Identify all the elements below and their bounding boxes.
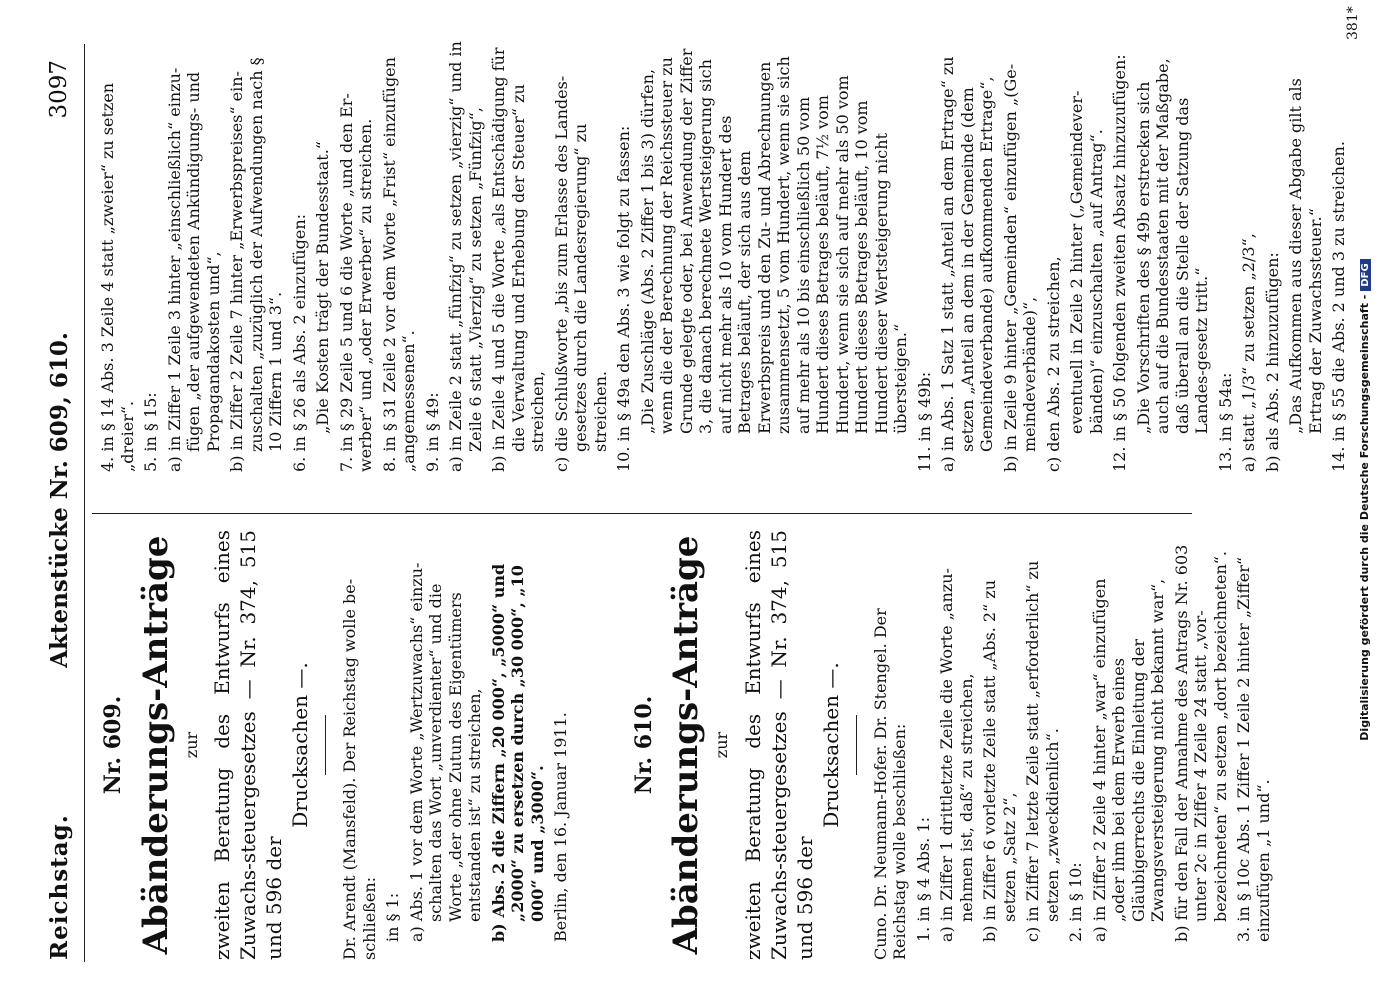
item-9a: a) in Zeile 2 statt „fünfzig“ zu setzen „vierzig“ und in Zeile 6 statt „Vierzig“ zu setzen „Fünfzig“, xyxy=(446,41,485,472)
credit-text: Digitalisierung gefördert durch die Deutsche Forschungsgemeinschaft - xyxy=(1358,294,1371,741)
item-8: 8. in § 31 Zeile 2 vor dem Worte „Frist“ einzufügen „angemessenen“. xyxy=(379,57,418,472)
a609-item-a: a) Abs. 1 vor dem Worte „Wertzuwachs“ einzu-schalten das Wort „unverdienter“ und die Worte „der ohne Zutun des Eigentümers entstanden ist“ zu streichen, xyxy=(406,562,484,942)
item-13b: b) als Abs. 2 hinzuzufügen: xyxy=(1262,252,1282,472)
a610-number: Nr. 610. xyxy=(630,695,657,795)
header-center: Aktenstücke Nr. 609, 610. xyxy=(46,332,73,668)
item-9: 9. in § 49: xyxy=(422,392,442,472)
a609-item-b: b) Abs. 2 die Ziffern „20 000“, „5000“ und „2000“ zu ersetzen durch „30 000“, „10 000“ und „3000“. xyxy=(488,563,547,942)
a610-item-1b: b) in Ziffer 6 vorletzte Zeile statt „Abs. 2“ zu setzen „Satz 2“, xyxy=(980,579,1019,942)
item-13-quote: „Das Aufkommen aus dieser Abgabe gilt als Ertrag der Zuwachssteuer.“ xyxy=(1286,78,1325,434)
a609-intro: Dr. Arendt (Mansfeld). Der Reichstag wolle be-schließen: xyxy=(340,578,379,960)
dfg-badge: DFG xyxy=(1360,259,1371,290)
column-divider xyxy=(92,513,1192,514)
item-9b: b) in Zeile 4 und 5 die Worte „als Entschädigung für die Verwaltung und Erhebung der Steuer“ zu streichen, xyxy=(489,47,547,472)
a610-item-1a: a) in Ziffer 1 drittletzte Zeile die Worte „anzu-nehmen ist, daß“ zu streichen, xyxy=(937,568,976,942)
item-10-quote: „Die Zuschläge (Abs. 2 Ziffer 1 bis 3) dürfen, wenn die der Berechnung der Reichssteuer zu Grunde gelegte oder, bei Anwendung der Ziffer 3, die danach berechnete Wertsteigerung sich auf nicht mehr als 10 vom Hundert des Betrages beläuft, der sich aus dem Erwerbspreis und den Zu- und Abrechnungen zusammensetzt, 5 vom Hundert, wenn sie sich auf mehr als 10 bis einschließlich 50 vom Hundert dieses Betrages beläuft, 7½ vom Hundert, wenn sie sich auf mehr als 50 vom Hundert dieses Betrages beläuft, 10 vom Hundert dieser Wertsteigerung nicht übersteigen.“ xyxy=(637,48,910,434)
a610-title: Abänderungs-Anträge xyxy=(666,535,706,955)
a609-date: Berlin, den 16. Januar 1911. xyxy=(551,712,570,942)
item-13: 13. in § 54a: xyxy=(1215,372,1235,472)
short-rule xyxy=(856,715,857,775)
item-6-quote: „Die Kosten trägt der Bundesstaat.“ xyxy=(313,141,332,434)
a610-item-2a: a) in Ziffer 2 Zeile 4 hinter „war“ einzufügen „oder ihm bei dem Erwerb eines Gläubigerrechts die Einleitung der Zwangsversteigerung nicht bekannt war“, xyxy=(1089,578,1167,942)
page-number: 3097 xyxy=(46,60,72,119)
item-5a: a) in Ziffer 1 Zeile 3 hinter „einschließlich“ einzu-fügen „der aufgewendeten Ankündigungs- und Propagandakosten und“, xyxy=(164,67,223,472)
left-column xyxy=(98,530,1277,960)
a609-section: in § 1: xyxy=(383,892,402,942)
short-rule xyxy=(325,715,326,775)
a610-intro: Cuno. Dr. Neumann-Hofer. Dr. Stengel. Der Reichstag wolle beschließen: xyxy=(870,608,909,960)
item-6: 6. in § 26 als Abs. 2 einzufügen: xyxy=(289,213,309,472)
header-left: Reichstag. xyxy=(46,814,73,960)
a610-item-3: 3. in § 10c Abs. 1 Ziffer 1 Zeile 2 hinter „Ziffer“ einzufügen „1 und“. xyxy=(1234,556,1273,942)
header-rule xyxy=(84,44,85,962)
item-14: 14. in § 55 die Abs. 2 und 3 zu streichen. xyxy=(1329,141,1348,472)
item-12-quote: „Die Vorschriften des § 49b erstrecken sich auch auf die Bundesstaaten mit der Maßgabe, daß überall an die Stelle der Satzung das Landes-gesetz tritt.“ xyxy=(1133,58,1211,434)
item-12: 12. in § 50 folgenden zweiten Absatz hinzuzufügen: xyxy=(1110,54,1129,472)
item-4: 4. in § 14 Abs. 3 Zeile 4 statt „zweier“ zu setzen „dreier“. xyxy=(98,82,137,472)
a610-zur: zur xyxy=(712,731,731,759)
item-7: 7. in § 29 Zeile 5 und 6 die Worte „und den Er-werber“ und „oder Erwerber“ zu streichen. xyxy=(336,93,375,472)
a610-subject-end: Drucksachen —. xyxy=(818,662,843,828)
item-5: 5. in § 15: xyxy=(141,392,160,472)
a610-item-2: 2. in § 10: xyxy=(1066,862,1085,942)
a610-item-1c: c) in Ziffer 7 letzte Zeile statt „erforderlich“ zu setzen „zweckdienlich“. xyxy=(1023,560,1062,942)
a609-subject-end: Drucksachen —. xyxy=(288,662,312,828)
a609-zur: zur xyxy=(181,731,201,759)
a609-number: Nr. 609. xyxy=(100,695,126,795)
a610-item-2b: b) für den Fall der Annahme des Antrags Nr. 603 unter 2c in Ziffer 4 Zeile 24 statt „vor-bezeichneten“ zu setzen „dort bezeichneten“. xyxy=(1171,544,1230,942)
item-11a: a) in Abs. 1 Satz 1 statt „Anteil an dem Ertrage“ zu setzen „Anteil an dem in der Gemeinde (dem Gemeindeverbande) aufkommenden Ertrage“, xyxy=(938,56,996,472)
item-11c: c) den Abs. 2 zu streichen, xyxy=(1043,256,1063,472)
a610-subject: zweiten Beratung des Entwurfs eines Zuwachs-steuergesetzes — Nr. 374, 515 und 596 der xyxy=(740,530,817,960)
item-5b: b) in Ziffer 2 Zeile 7 hinter „Erwerbspreises“ ein-zuschalten „zuzüglich der Aufwendungen nach § 10 Ziffern 1 und 3“. xyxy=(227,57,285,472)
item-9c: c) die Schlußworte „bis zum Erlasse des Landes-gesetzes durch die Landesregierung“ zu streichen. xyxy=(551,75,610,472)
digitization-credit xyxy=(1358,0,1371,1000)
item-11: 11. in § 49b: xyxy=(914,371,934,472)
item-13a: a) statt „1/3“ zu setzen „2/3“, xyxy=(1239,233,1258,472)
item-11b: b) in Zeile 9 hinter „Gemeinden“ einzufügen „(Ge-meindeverbände)“, xyxy=(1000,63,1039,472)
right-column xyxy=(98,40,1353,490)
a610-item-1: 1. in § 4 Abs. 1: xyxy=(913,817,933,942)
item-11c-eventuell: eventuell in Zeile 2 hinter („Gemeindever-bänden)“ einzuschalten „auf Antrag“. xyxy=(1067,90,1106,434)
footnote-mark: 381* xyxy=(1345,6,1361,40)
a609-subject: zweiten Beratung des Entwurfs eines Zuwachs-steuergesetzes — Nr. 374, 515 und 596 der xyxy=(210,530,286,960)
a609-title: Abänderungs-Anträge xyxy=(135,535,176,955)
item-10: 10. in § 49a den Abs. 3 wie folgt zu fassen: xyxy=(614,125,633,472)
